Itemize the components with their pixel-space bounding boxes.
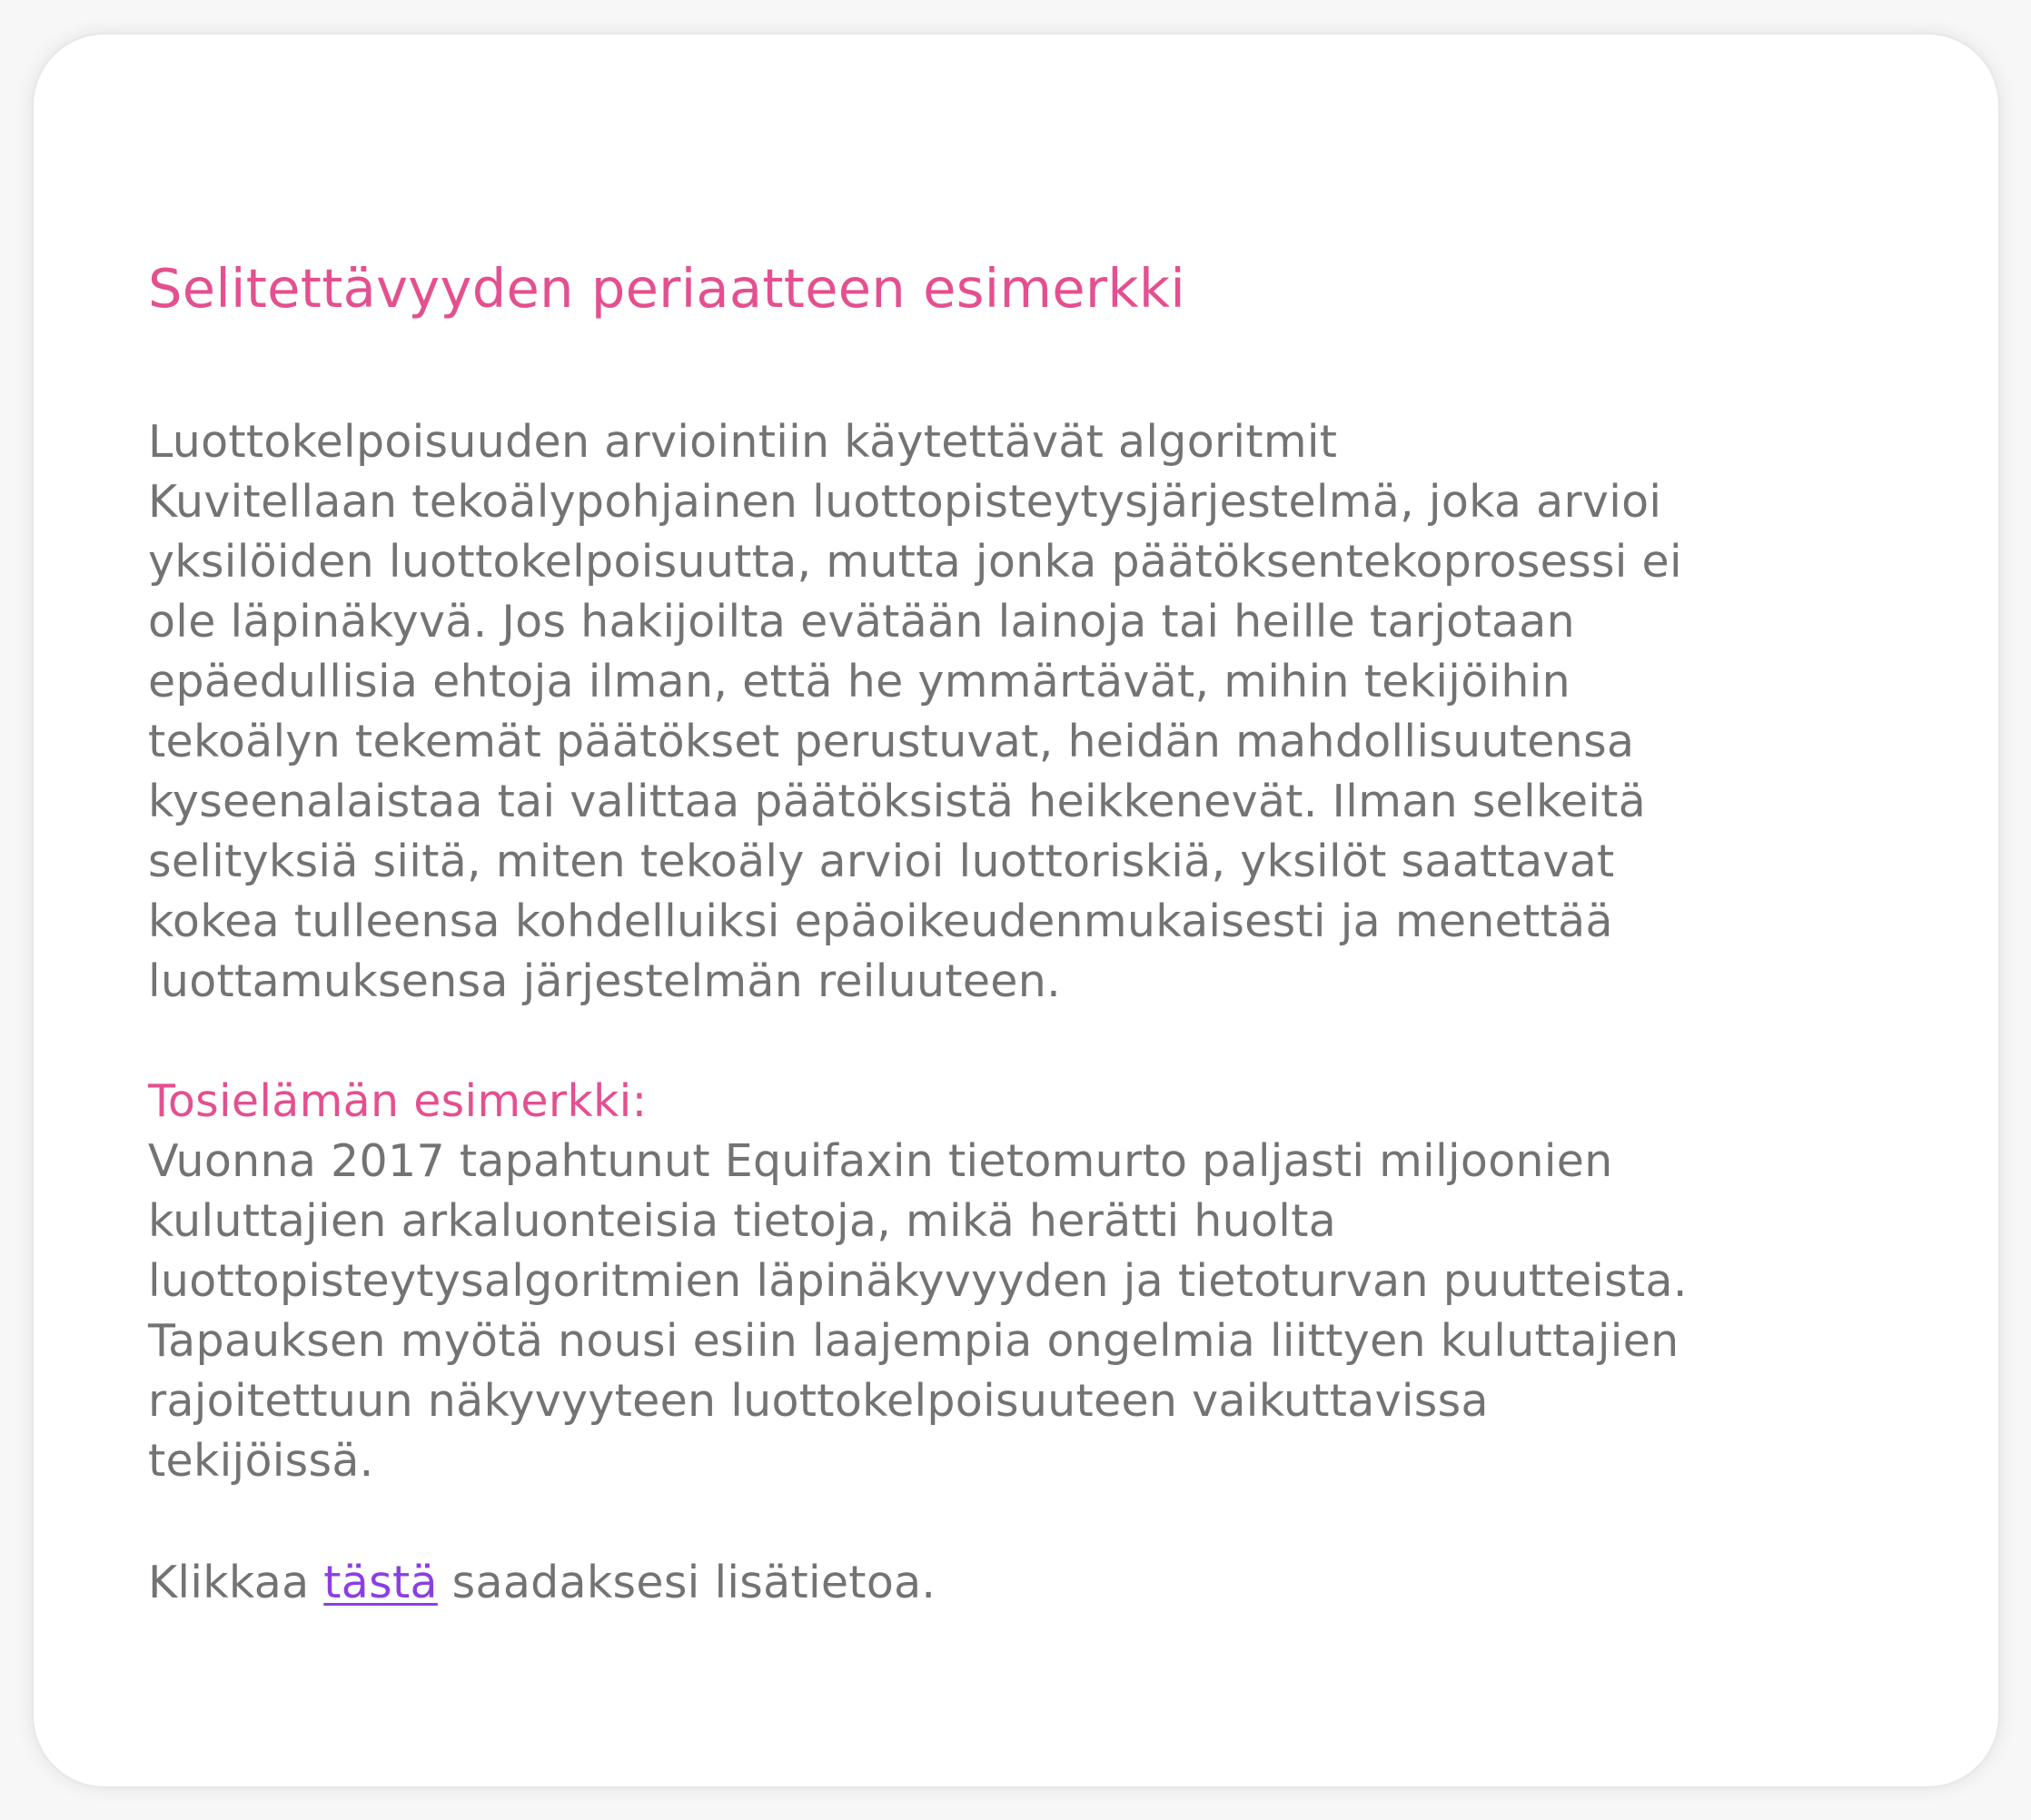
principle-example-paragraph <box>148 412 1682 1012</box>
page-title: Selitettävyyden periaatteen esimerkki <box>148 257 1186 320</box>
real-life-example-heading: Tosielämän esimerkki: <box>148 1075 648 1127</box>
paragraph-line: epäedullisia ehtoja ilman, että he ymmärtävät, mihin tekijöihin <box>148 656 1571 707</box>
paragraph-line: ole läpinäkyvä. Jos hakijoilta evätään lainoja tai heille tarjotaan <box>148 596 1575 648</box>
cta-suffix: saadaksesi lisätietoa. <box>437 1557 936 1608</box>
paragraph-line: yksilöiden luottokelpoisuutta, mutta jonka päätöksentekoprosessi ei <box>148 536 1682 588</box>
paragraph-line: luottamuksensa järjestelmän reiluuteen. <box>148 955 1061 1007</box>
more-info-line <box>148 1553 936 1613</box>
paragraph-line: kokea tulleensa kohdelluiksi epäoikeudenmukaisesti ja menettää <box>148 895 1613 947</box>
paragraph-line: luottopisteytysalgoritmien läpinäkyvyyden ja tietoturvan puutteista. <box>148 1255 1688 1307</box>
paragraph-line: rajoitettuun näkyvyyteen luottokelpoisuuteen vaikuttavissa <box>148 1375 1489 1427</box>
paragraph-line: tekijöissä. <box>148 1435 374 1487</box>
paragraph-line: Tapauksen myötä nousi esiin laajempia ongelmia liittyen kuluttajien <box>148 1315 1679 1367</box>
paragraph-line: kyseenalaistaa tai valittaa päätöksistä heikkenevät. Ilman selkeitä <box>148 776 1647 827</box>
cta-prefix: Klikkaa <box>148 1557 324 1608</box>
content-card <box>34 35 1998 1786</box>
paragraph-line: kuluttajien arkaluonteisia tietoja, mikä herätti huolta <box>148 1195 1337 1247</box>
paragraph-line: Luottokelpoisuuden arviointiin käytettävät algoritmit <box>148 416 1338 468</box>
paragraph-line: selityksiä siitä, miten tekoäly arvioi luottoriskiä, yksilöt saattavat <box>148 836 1615 887</box>
real-life-example-paragraph <box>148 1132 1688 1491</box>
paragraph-line: Vuonna 2017 tapahtunut Equifaxin tietomurto paljasti miljoonien <box>148 1135 1613 1187</box>
paragraph-line: tekoälyn tekemät päätökset perustuvat, heidän mahdollisuutensa <box>148 716 1635 767</box>
paragraph-line: Kuvitellaan tekoälypohjainen luottopisteytysjärjestelmä, joka arvioi <box>148 476 1662 528</box>
more-info-link[interactable]: tästä <box>323 1557 438 1608</box>
